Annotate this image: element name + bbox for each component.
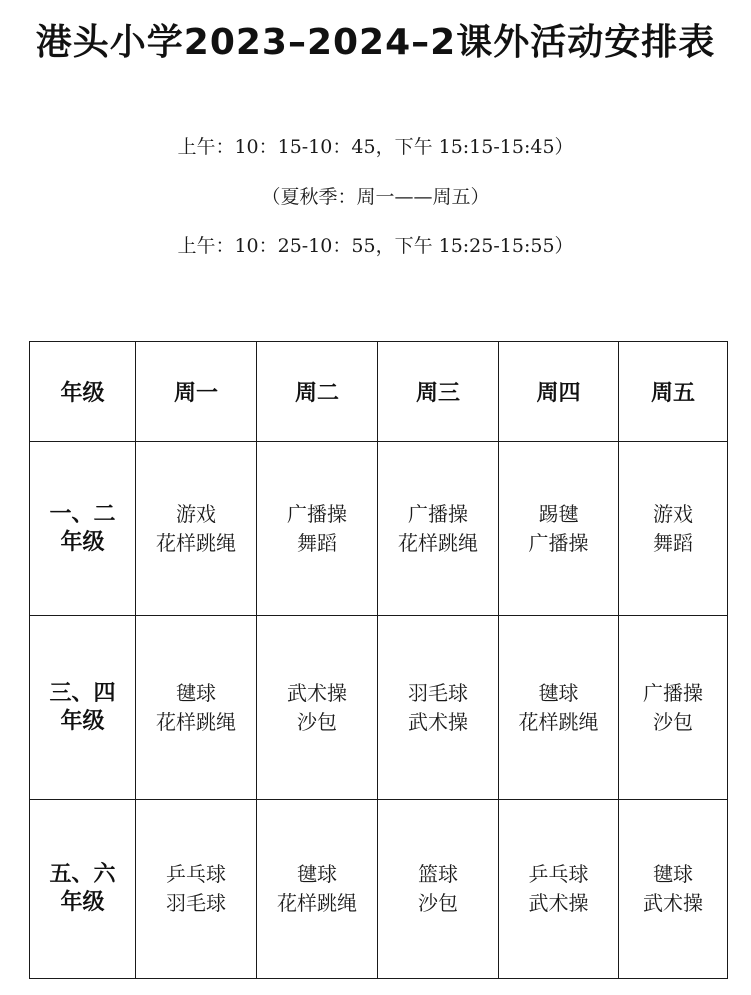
schedule-line-3: 上午：10：25-10：55，下午 15:25-15:55） bbox=[177, 235, 574, 257]
table-row bbox=[30, 442, 728, 616]
activity-cell: 毽球 花样跳绳 bbox=[257, 800, 378, 979]
grade-label: 一、二 年级 bbox=[30, 442, 136, 616]
activity-cell: 乒乓球 羽毛球 bbox=[136, 800, 257, 979]
activity-cell: 乒乓球 武术操 bbox=[499, 800, 619, 979]
activity-table bbox=[29, 341, 728, 979]
header-monday: 周一 bbox=[136, 342, 257, 442]
activity-cell: 广播操 花样跳绳 bbox=[378, 442, 499, 616]
activity-cell: 踢毽 广播操 bbox=[499, 442, 619, 616]
activity-cell: 羽毛球 武术操 bbox=[378, 616, 499, 800]
grade-label: 三、四 年级 bbox=[30, 616, 136, 800]
activity-cell: 毽球 花样跳绳 bbox=[136, 616, 257, 800]
activity-cell: 毽球 武术操 bbox=[619, 800, 728, 979]
schedule-line-2: （夏秋季：周一——周五） bbox=[261, 186, 490, 208]
activity-cell: 篮球 沙包 bbox=[378, 800, 499, 979]
header-thursday: 周四 bbox=[499, 342, 619, 442]
page-title: 港头小学2023–2024–2课外活动安排表 bbox=[35, 22, 716, 63]
table-row bbox=[30, 616, 728, 800]
activity-cell: 毽球 花样跳绳 bbox=[499, 616, 619, 800]
activity-cell: 武术操 沙包 bbox=[257, 616, 378, 800]
table-header-row bbox=[30, 342, 728, 442]
schedule-line-1: 上午：10：15-10：45，下午 15:15-15:45） bbox=[177, 136, 574, 158]
header-friday: 周五 bbox=[619, 342, 728, 442]
activity-cell: 游戏 花样跳绳 bbox=[136, 442, 257, 616]
activity-cell: 广播操 舞蹈 bbox=[257, 442, 378, 616]
activity-cell: 游戏 舞蹈 bbox=[619, 442, 728, 616]
grade-label: 五、六 年级 bbox=[30, 800, 136, 979]
header-grade: 年级 bbox=[30, 342, 136, 442]
header-tuesday: 周二 bbox=[257, 342, 378, 442]
table-row bbox=[30, 800, 728, 979]
activity-cell: 广播操 沙包 bbox=[619, 616, 728, 800]
header-wednesday: 周三 bbox=[378, 342, 499, 442]
